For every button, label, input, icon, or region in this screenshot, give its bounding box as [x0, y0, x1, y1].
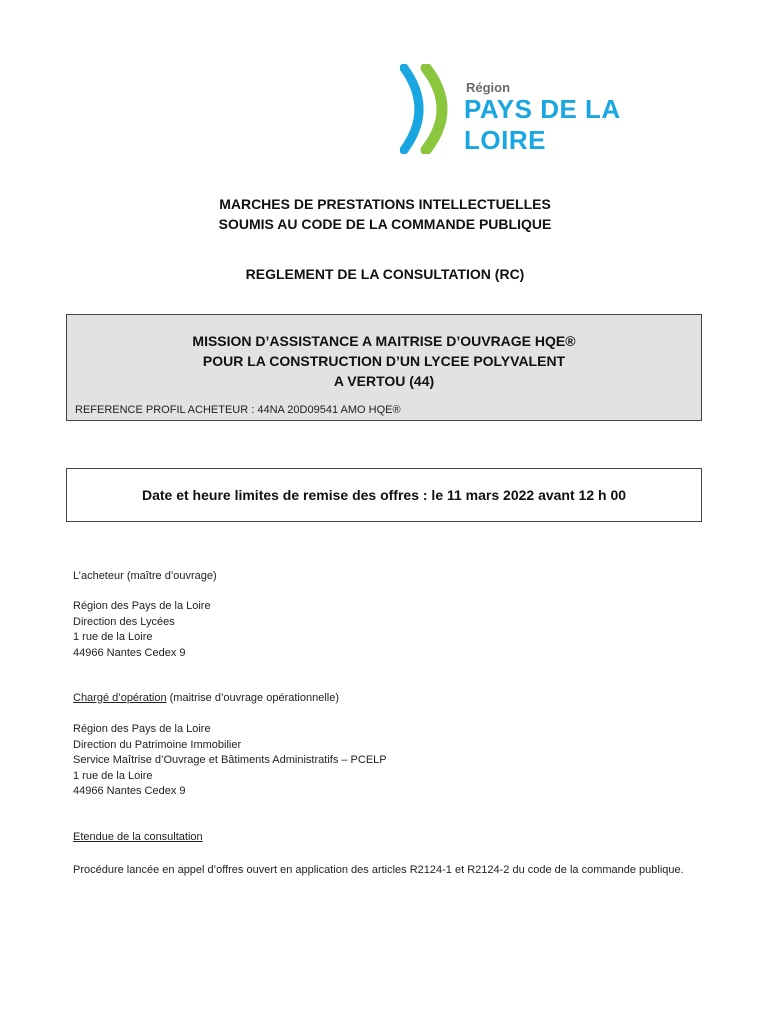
charge-heading	[73, 691, 339, 707]
charge-address	[73, 722, 387, 800]
acheteur-line-2: Direction des Lycées	[73, 615, 175, 628]
logo-region-label: Région	[466, 80, 511, 95]
deadline-text: Date et heure limites de remise des offres : le 11 mars 2022 avant 12 h 00	[141, 487, 627, 503]
charge-line-4: 1 rue de la Loire	[73, 769, 153, 782]
mission-box	[66, 314, 702, 421]
logo-region-name: PAYS DE LA LOIRE	[464, 94, 620, 155]
mission-line-2: POUR LA CONSTRUCTION D’UN LYCEE POLYVALENT	[202, 353, 566, 369]
rc-title: REGLEMENT DE LA CONSULTATION (RC)	[245, 266, 525, 282]
region-logo	[400, 64, 700, 154]
etendue-text: Procédure lancée en appel d’offres ouvert en application des articles R2124-1 et R2124-2 du code de la commande publique.	[73, 864, 684, 876]
acheteur-line-3: 1 rue de la Loire	[73, 631, 153, 643]
mission-line-3: A VERTOU (44)	[333, 373, 435, 389]
charge-line-5: 44966 Nantes Cedex 9	[73, 785, 186, 797]
region-logo-icon	[400, 64, 464, 154]
acheteur-line-4: 44966 Nantes Cedex 9	[73, 646, 186, 659]
charge-heading-rest: (maitrise d’ouvrage opérationnelle)	[166, 692, 340, 704]
acheteur-heading: L’acheteur (maître d’ouvrage)	[73, 570, 217, 582]
acheteur-address	[73, 599, 211, 661]
header-line-1: MARCHES DE PRESTATIONS INTELLECTUELLES	[219, 196, 551, 212]
charge-line-1: Région des Pays de la Loire	[73, 723, 211, 735]
acheteur-line-1: Région des Pays de la Loire	[73, 600, 211, 612]
buyer-profile-reference: REFERENCE PROFIL ACHETEUR : 44NA 20D09541 AMO HQE®	[75, 404, 401, 416]
document-header	[0, 194, 770, 234]
mission-line-1: MISSION D’ASSISTANCE A MAITRISE D’OUVRAGE HQE®	[192, 333, 576, 349]
deadline-box	[66, 468, 702, 522]
charge-heading-underlined: Chargé d’opération	[73, 692, 167, 704]
charge-line-2: Direction du Patrimoine Immobilier	[73, 738, 242, 751]
etendue-heading: Etendue de la consultation	[73, 831, 203, 843]
header-line-2: SOUMIS AU CODE DE LA COMMANDE PUBLIQUE	[218, 216, 552, 232]
charge-line-3: Service Maîtrise d’Ouvrage et Bâtiments Administratifs – PCELP	[73, 754, 387, 766]
